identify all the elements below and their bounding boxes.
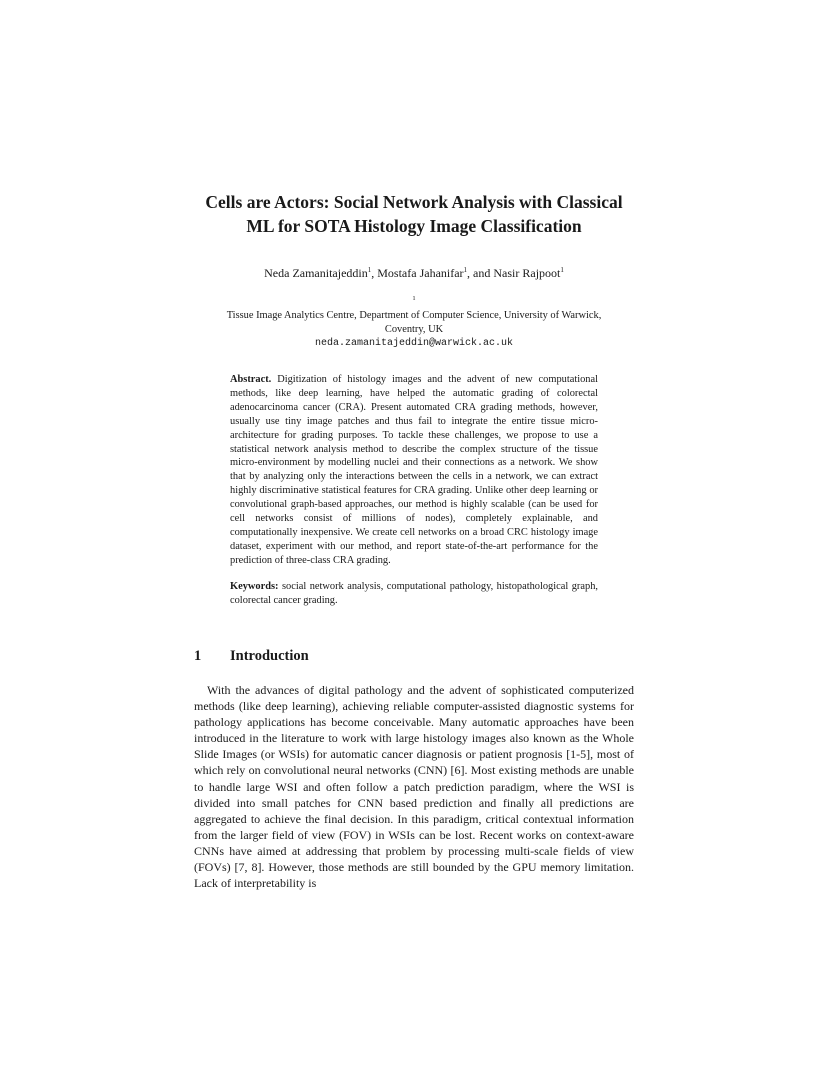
abstract-block xyxy=(230,373,598,608)
keywords-text: social network analysis, computational pathology, histopathological graph, colorectal cancer grading. xyxy=(230,580,598,606)
affiliation-line-2: Coventry, UK xyxy=(384,324,444,335)
affiliation-line-1 xyxy=(150,292,678,323)
section-number: 1 xyxy=(194,648,202,664)
title-line-1: Cells are Actors: Social Network Analysis with Classical xyxy=(205,192,623,212)
affiliation-marker: 1 xyxy=(412,295,416,302)
title-line-2: ML for SOTA Histology Image Classification xyxy=(246,216,582,236)
paper-title xyxy=(150,190,678,238)
introduction-paragraph: With the advances of digital pathology and the advent of sophisticated computerized methods (like deep learning), achieving reliable computer-assisted diagnostic systems for pathology applications has become conceivable. Many automatic approaches have been introduced in the literature to work with large histology images also known as the Whole Slide Images (or WSIs) for automatic cancer diagnosis or patient prognosis [1-5], most of which rely on convolutional neural networks (CNN) [6]. Most existing methods are unable to handle large WSI and often follow a patch prediction paradigm, where the WSI is divided into small patches for CNN based prediction and finally all predictions are aggregated to achieve the final decision. In this paradigm, critical contextual information from the larger field of view (FOV) in WSIs can be lost. Recent works on context-aware CNNs have aimed at addressing that problem by processing multi-scale fields of view (FOVs) [7, 8]. However, those methods are still bounded by the GPU memory limitation. Lack of interpretability is xyxy=(194,683,634,891)
abstract-text: Digitization of histology images and the advent of new computational methods, like deep learning, have helped the automatic grading of colorectal adenocarcinoma cancer (CRA). Present automated CRA grading methods, however, usually use tiny image patches and thus fail to integrate the entire tissue micro-architecture for grading purposes. To tackle these challenges, we propose to use a statistical network analysis method to describe the complex structure of the tissue micro-environment by modelling nuclei and their connections as a network. We show that by analyzing only the interactions between the cells in a network, we can extract highly discriminative statistical features for CRA grading. Unlike other deep learning or convolutional graph-based approaches, our method is highly scalable (can be used for cell networks consist of millions of nodes), completely explainable, and computationally inexpensive. We create cell networks on a broad CRC histology image dataset, experiment with our method, and report state-of-the-art performance for the prediction of three-class CRA grading. xyxy=(230,374,598,566)
author-name: Nasir Rajpoot xyxy=(493,266,561,280)
author-separator: , xyxy=(371,266,378,280)
affiliation-marker: 1 xyxy=(560,266,564,274)
abstract-paragraph xyxy=(230,373,598,568)
author-separator: , and xyxy=(467,266,494,280)
affiliation-text: Tissue Image Analytics Centre, Department of Computer Science, University of Warwick, xyxy=(226,310,602,321)
author-name: Mostafa Jahanifar xyxy=(377,266,464,280)
affiliation xyxy=(150,292,678,351)
abstract-label: Abstract. xyxy=(230,374,272,385)
affiliation-marker: 1 xyxy=(367,266,372,274)
author-list xyxy=(150,262,678,281)
section-heading xyxy=(194,648,309,665)
section-title: Introduction xyxy=(230,648,309,664)
author-name: Neda Zamanitajeddin xyxy=(264,266,368,280)
keywords-label: Keywords: xyxy=(230,580,279,592)
keywords-paragraph xyxy=(230,580,598,608)
affiliation-marker: 1 xyxy=(463,266,468,274)
author-email: neda.zamanitajeddin@warwick.ac.uk xyxy=(314,338,514,349)
